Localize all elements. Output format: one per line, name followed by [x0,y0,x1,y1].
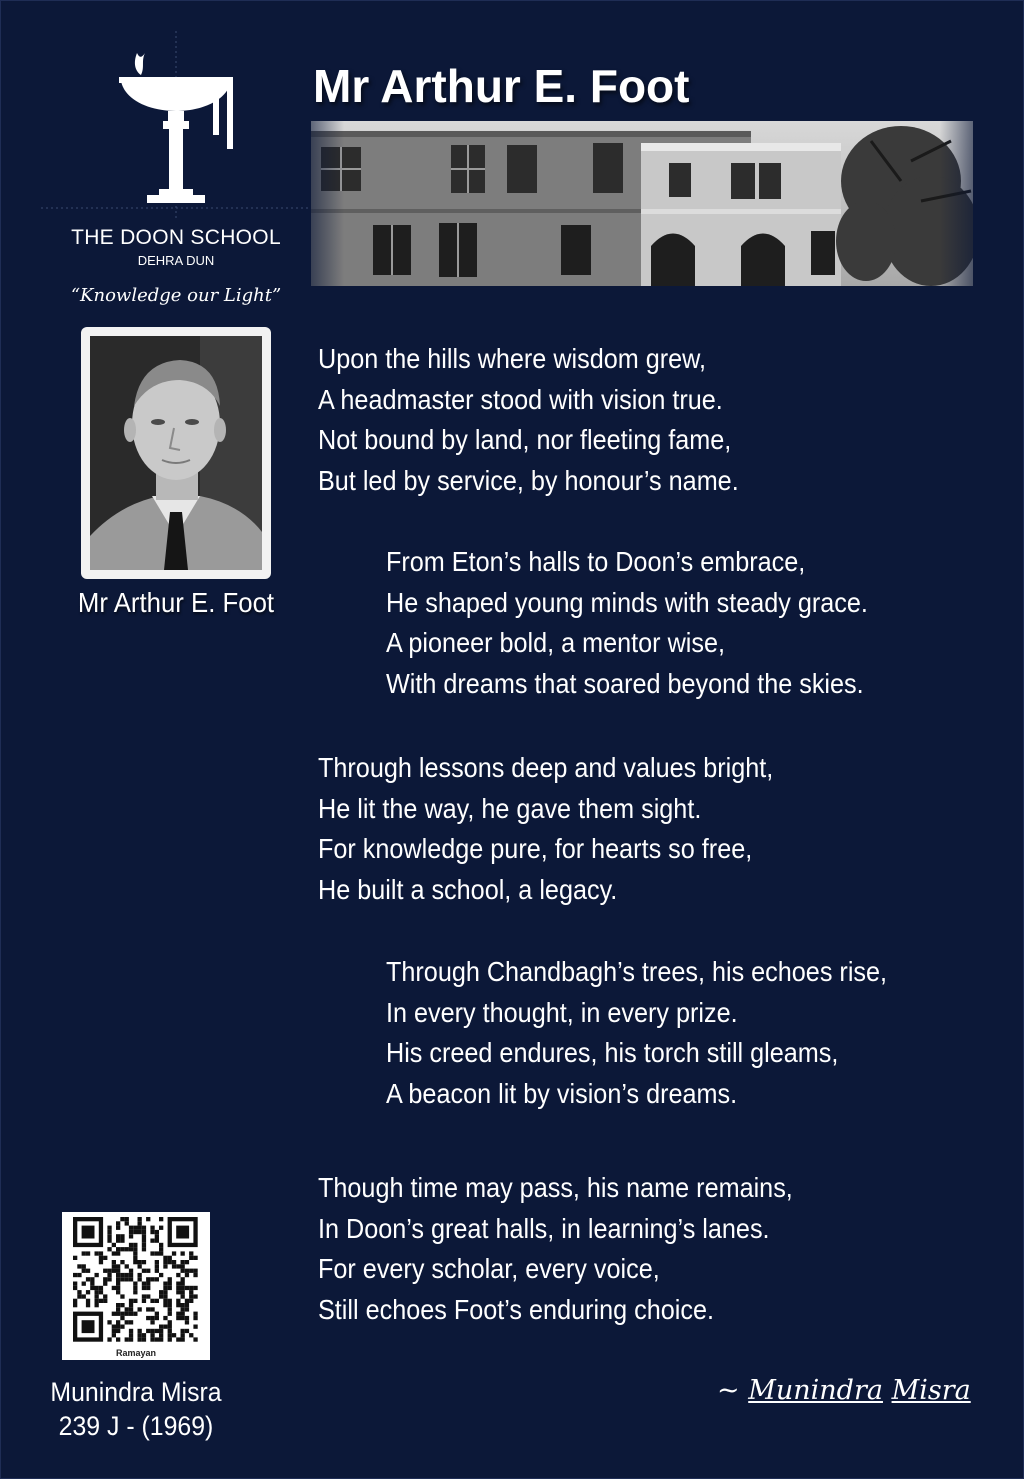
school-name: THE DOON SCHOOL [71,226,281,249]
poem-line: He built a school, a legacy. [318,873,618,905]
poem-line: But led by service, by honour’s name. [318,464,739,496]
poem-line: In every thought, in every prize. [386,996,738,1028]
torch-lamp-icon [41,31,311,221]
poem-line: In Doon’s great halls, in learning’s lanes. [318,1212,770,1244]
signature-first-name: Munindra [748,1375,883,1406]
poem-line: Upon the hills where wisdom grew, [318,343,706,374]
poem-line: Through Chandbagh’s trees, his echoes rise, [386,956,888,987]
poem-line: His creed endures, his torch still gleams, [386,1037,839,1069]
author-house-year: 239 J - (1969) [58,1411,214,1441]
poem-line: Through lessons deep and values bright, [318,752,774,783]
poem-line: He shaped young minds with steady grace. [386,586,868,618]
page-title: Mr Arthur E. Foot [313,60,690,112]
poem-line: Not bound by land, nor fleeting fame, [318,424,732,456]
poem-line: A headmaster stood with vision true. [318,383,723,415]
poem-line: He lit the way, he gave them sight. [318,792,702,824]
stanza-5 [318,1168,846,1330]
school-building-photo [311,121,973,286]
poem-line: With dreams that soared beyond the skies. [386,667,864,699]
poem-line: For every scholar, every voice, [318,1253,660,1285]
qr-code[interactable] [62,1212,210,1360]
school-motto: “Knowledge our Light” [70,285,282,306]
school-city: DEHRA DUN [137,253,215,268]
signature [717,1375,971,1406]
stanza-3 [318,748,824,910]
poem-line: Still echoes Foot’s enduring choice. [318,1293,714,1325]
poem-line: For knowledge pure, for hearts so free, [318,833,753,865]
poem-line: Though time may pass, his name remains, [318,1172,793,1203]
stanza-4 [386,952,943,1114]
stanza-1 [318,339,785,501]
portrait-photo [81,327,271,579]
portrait-caption: Mr Arthur E. Foot [77,587,275,618]
portrait-image [90,336,262,570]
school-logo [41,31,311,331]
signature-last-name: Misra [891,1375,971,1406]
qr-label: Ramayan [115,1348,157,1358]
author-name: Munindra Misra [50,1377,222,1407]
signature-prefix: ~ [717,1375,740,1406]
poem-line: A pioneer bold, a mentor wise, [386,627,726,659]
stanza-2 [386,542,921,704]
poem-line: A beacon lit by vision’s dreams. [386,1077,738,1109]
qr-code-icon [62,1212,210,1348]
poem-line: From Eton’s halls to Doon’s embrace, [386,546,806,577]
